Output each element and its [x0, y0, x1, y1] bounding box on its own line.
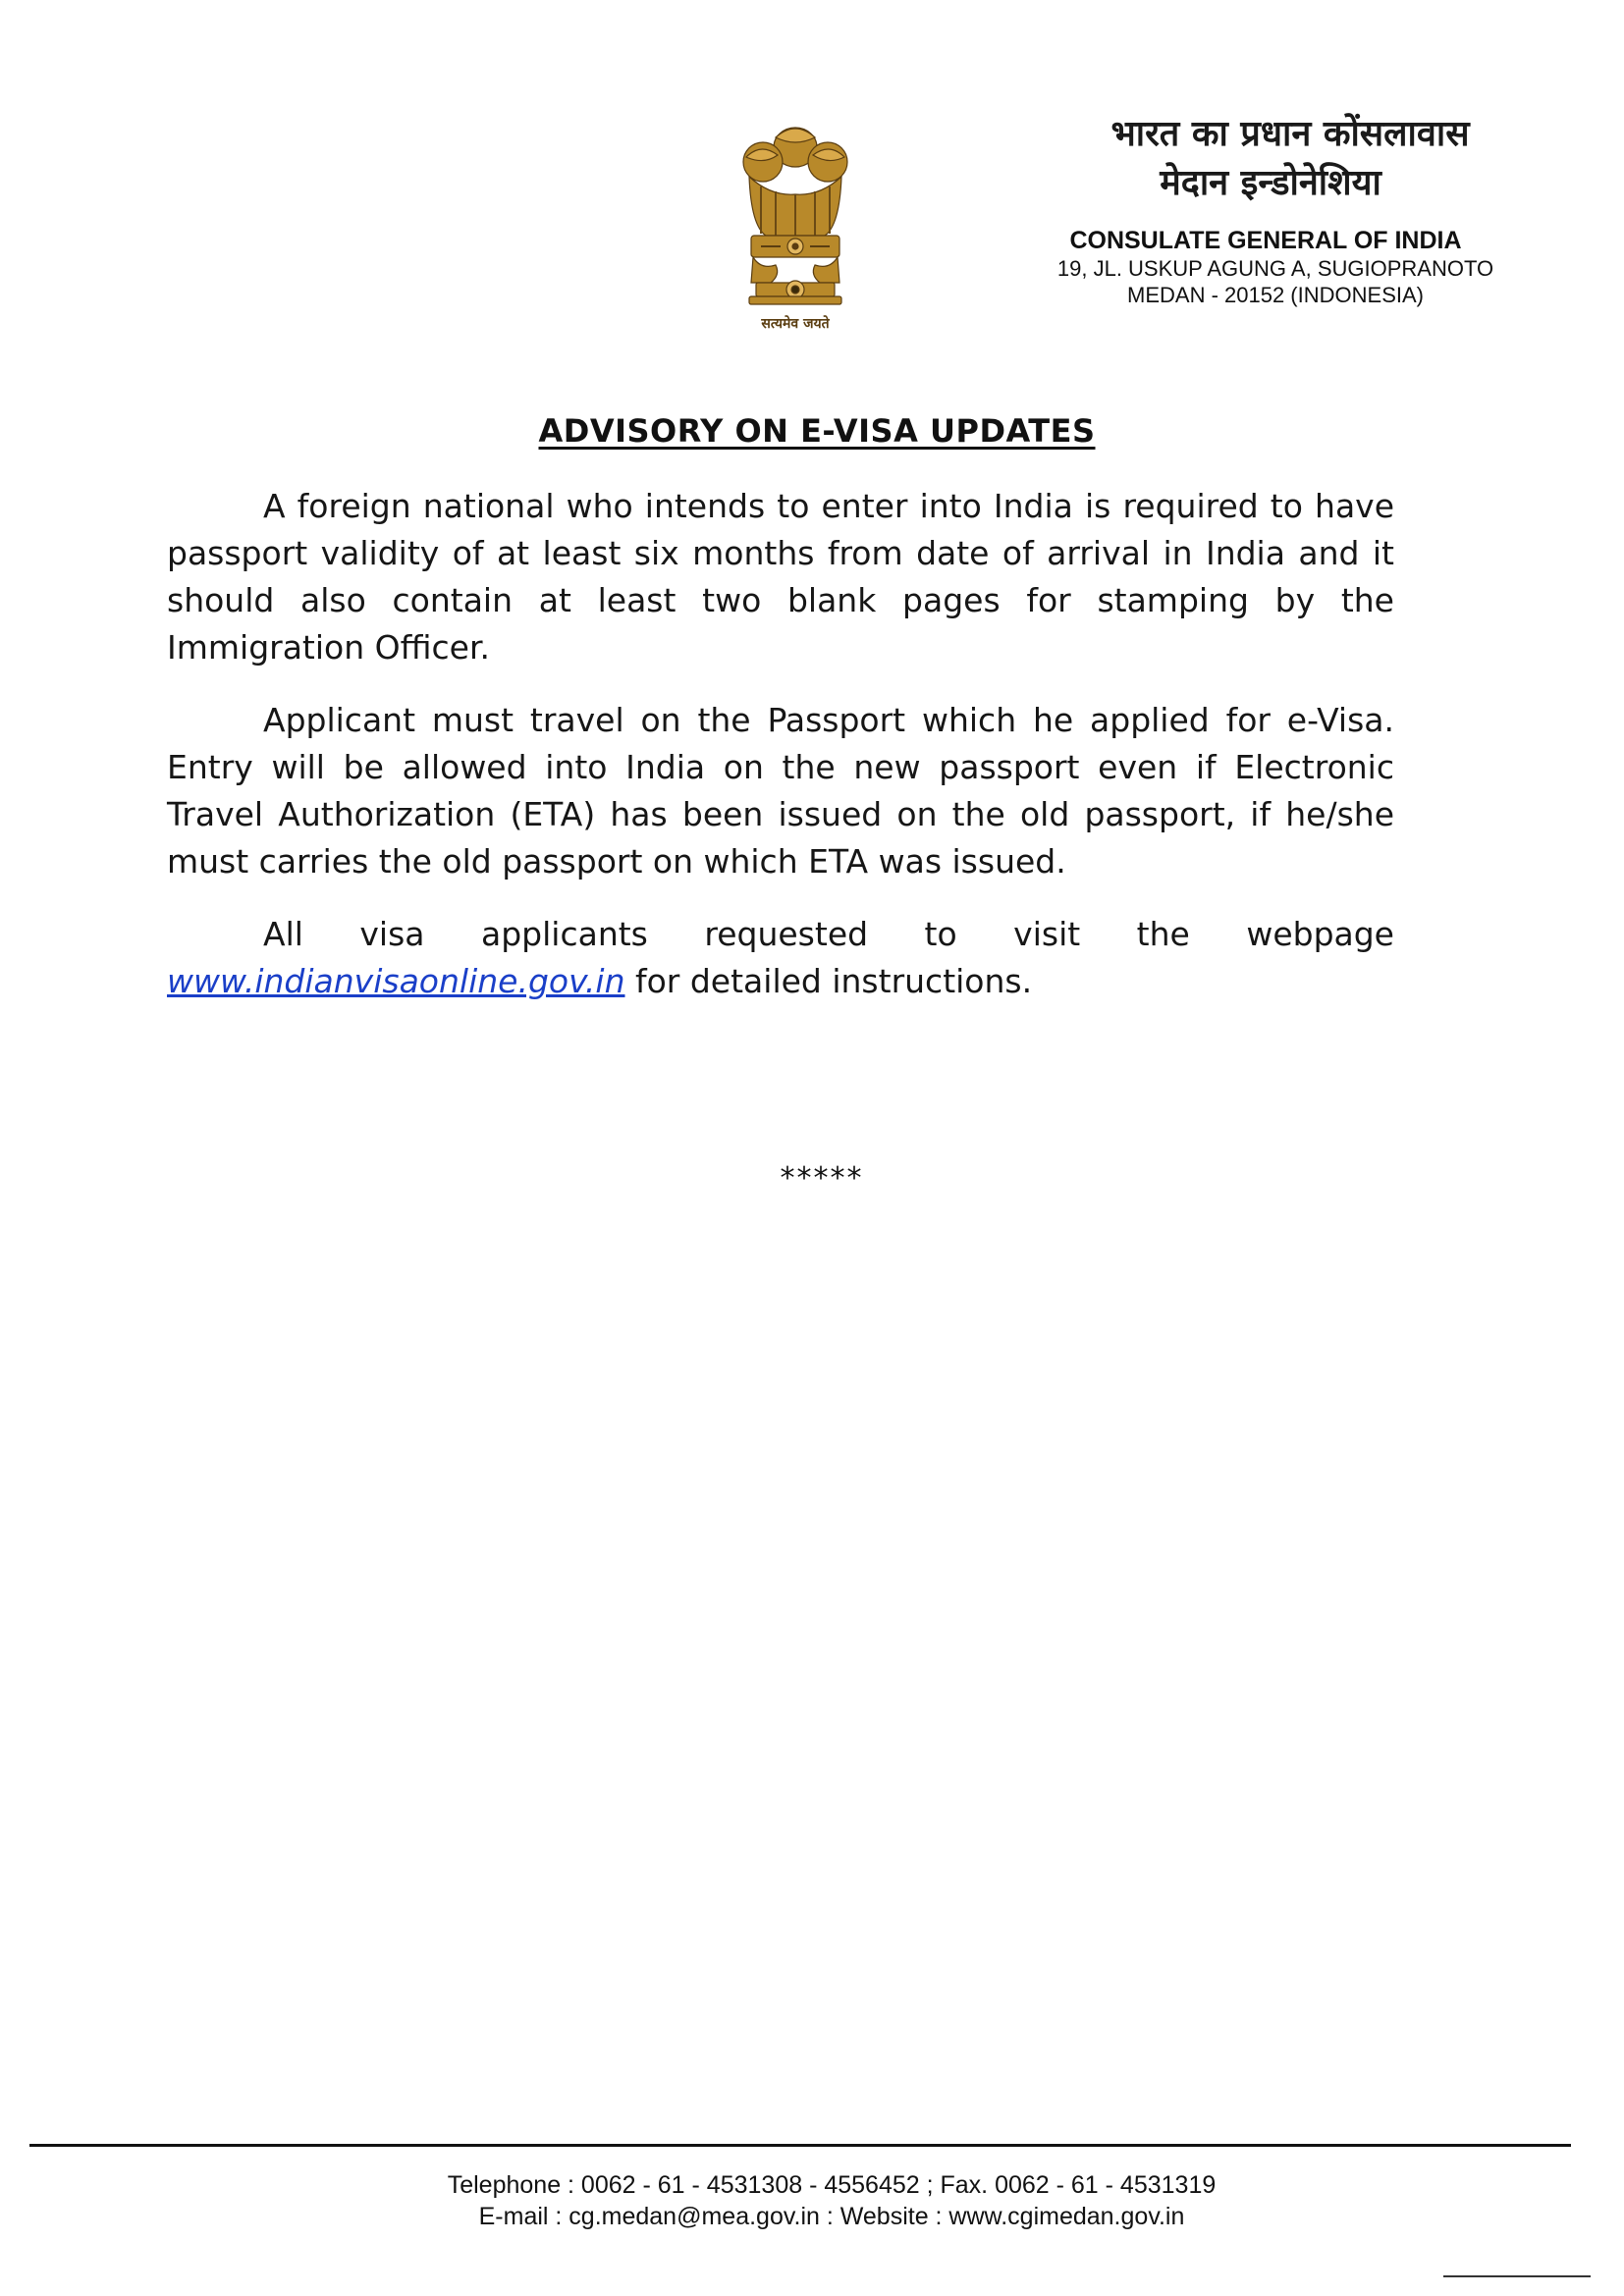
- address-line-1: 19, JL. USKUP AGUNG A, SUGIOPRANOTO: [1056, 256, 1494, 281]
- paragraph-passport-validity: A foreign national who intends to enter into India is required to have passport validity of at least six months from date of arrival in India and it should also contain at least two blank pages for stamping by the Immigration Officer.: [167, 487, 1394, 667]
- paragraph-webpage-instructions: [167, 911, 1394, 1005]
- footer-contact-line: Telephone : 0062 - 61 - 4531308 - 4556452 ; Fax. 0062 - 61 - 4531319: [447, 2171, 1217, 2199]
- paragraph-webpage-lead: All visa applicants requested to visit the webpage: [263, 915, 1394, 953]
- advisory-body: [167, 483, 1394, 1031]
- footer-divider: [29, 2144, 1571, 2147]
- national-emblem-icon: [722, 118, 869, 339]
- paragraph-webpage-tail: for detailed instructions.: [635, 962, 1033, 1000]
- document-title: ADVISORY ON E-VISA UPDATES: [538, 412, 1096, 450]
- address-line-2: MEDAN - 20152 (INDONESIA): [1127, 283, 1424, 307]
- consulate-name-hindi-line-1: भारत का प्रधान कोंसलावास: [1110, 114, 1470, 154]
- separator-stars: *****: [780, 1161, 864, 1196]
- consulate-name-hindi-line-2: मेदान इन्डोनेशिया: [1160, 163, 1381, 203]
- footer: [0, 2169, 1624, 2232]
- emblem-motto: सत्यमेव जयते: [761, 316, 830, 332]
- footer-email-website-line: E-mail : cg.medan@mea.gov.in : Website : www.cgimedan.gov.in: [478, 2203, 1185, 2230]
- consulate-name-english: CONSULATE GENERAL OF INDIA: [1069, 227, 1462, 254]
- letterhead: [976, 110, 1526, 308]
- paragraph-passport-travel: Applicant must travel on the Passport which he applied for e-Visa. Entry will be allowed into India on the new passport even if Electronic Travel Authorization (ETA) has been issued on the old passport, if he/she must carries the old passport on which ETA was issued.: [167, 701, 1394, 881]
- footer-bottom-mark: [1443, 2275, 1591, 2277]
- indianvisaonline-link[interactable]: www.indianvisaonline.gov.in: [167, 962, 625, 1000]
